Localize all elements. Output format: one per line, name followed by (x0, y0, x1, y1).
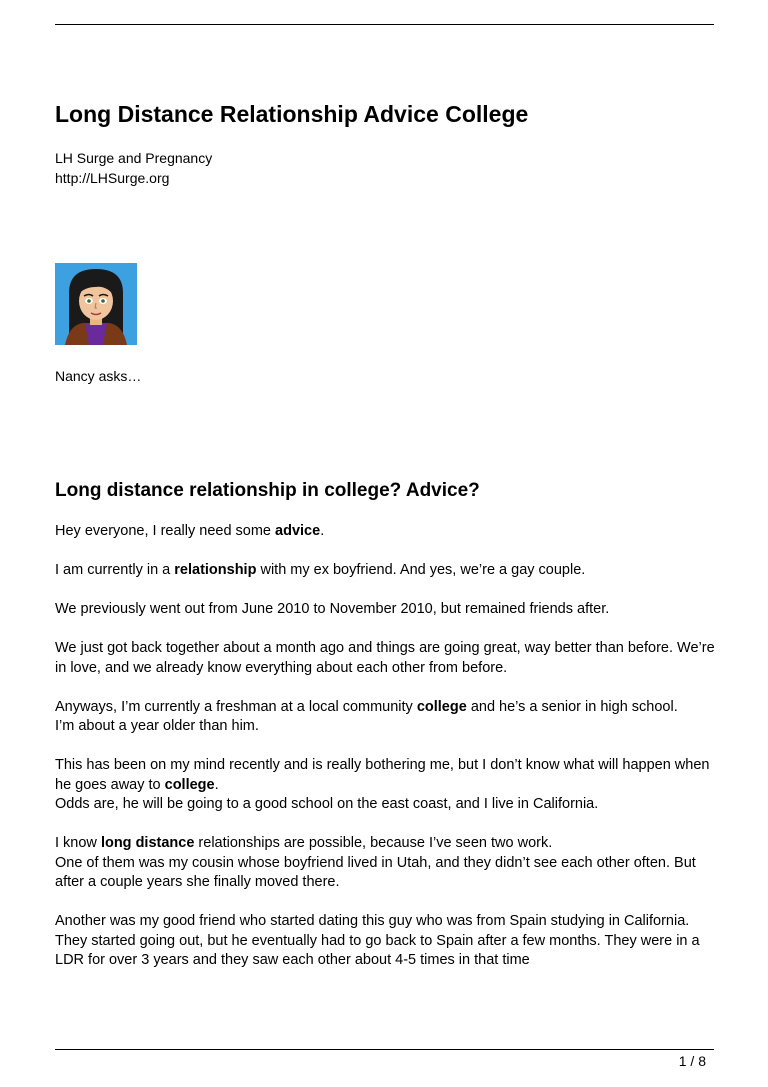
keyword-highlight: college (416, 698, 467, 715)
footer-rule (55, 1049, 714, 1050)
paragraph-text: One of them was my cousin whose boyfriend lived in Utah, and they didn’t see each other often. But after a couple years she finally moved there. (55, 854, 696, 890)
paragraph-text: relationships are possible, because I’ve seen two work. (194, 835, 553, 851)
body-paragraph (55, 600, 717, 620)
paragraph-text: Another was my good friend who started dating this guy who was from Spain studying in California. They started going out, but he eventually had to go back to Spain after a few months. They were in a LDR for over 3 years and they saw each other about 4-5 times in that time (55, 913, 700, 968)
question-title: Long distance relationship in college? Advice? (55, 480, 480, 501)
body-paragraph (55, 698, 717, 737)
keyword-highlight: college (164, 776, 215, 793)
article-body (55, 522, 717, 990)
keyword-highlight: relationship (174, 562, 257, 578)
paragraph-text: with my ex boyfriend. And yes, we’re a gay couple. (256, 562, 586, 578)
body-paragraph (55, 639, 717, 678)
paragraph-text: I know (55, 835, 101, 851)
paragraph-text: We just got back together about a month ago and things are going great, way better than before. We’re in love, and we already know everything about each other from before. (55, 640, 715, 676)
avatar (55, 263, 137, 345)
paragraph-text: I am currently in a (55, 562, 175, 578)
asker-line: Nancy asks… (55, 368, 142, 384)
body-paragraph (55, 756, 717, 815)
body-paragraph (55, 522, 717, 542)
paragraph-text: . (320, 523, 325, 539)
body-paragraph (55, 834, 717, 893)
paragraph-text: . (214, 776, 219, 793)
paragraph-text: Odds are, he will be going to a good school on the east coast, and I live in California. (55, 796, 599, 812)
keyword-highlight: advice (275, 523, 321, 539)
site-name: LH Surge and Pregnancy (55, 150, 213, 166)
document-title: Long Distance Relationship Advice College (55, 101, 529, 127)
paragraph-text: This has been on my mind recently and is really bothering me, but I don’t know what will happen when he goes away to (55, 757, 710, 793)
site-url[interactable]: http://LHSurge.org (55, 170, 170, 186)
paragraph-text: Hey everyone, I really need some (55, 523, 276, 539)
paragraph-text: Anyways, I’m currently a freshman at a local community (55, 698, 417, 715)
body-paragraph (55, 912, 717, 971)
body-paragraph (55, 561, 717, 581)
page-indicator: 1 / 8 (678, 1053, 706, 1069)
site-info (55, 148, 212, 188)
paragraph-text: and he’s a senior in high school. (466, 698, 678, 715)
paragraph-text: We previously went out from June 2010 to November 2010, but remained friends after. (55, 601, 610, 617)
paragraph-text: I’m about a year older than him. (55, 718, 259, 734)
header-rule (55, 24, 714, 25)
keyword-highlight: long distance (100, 835, 195, 851)
